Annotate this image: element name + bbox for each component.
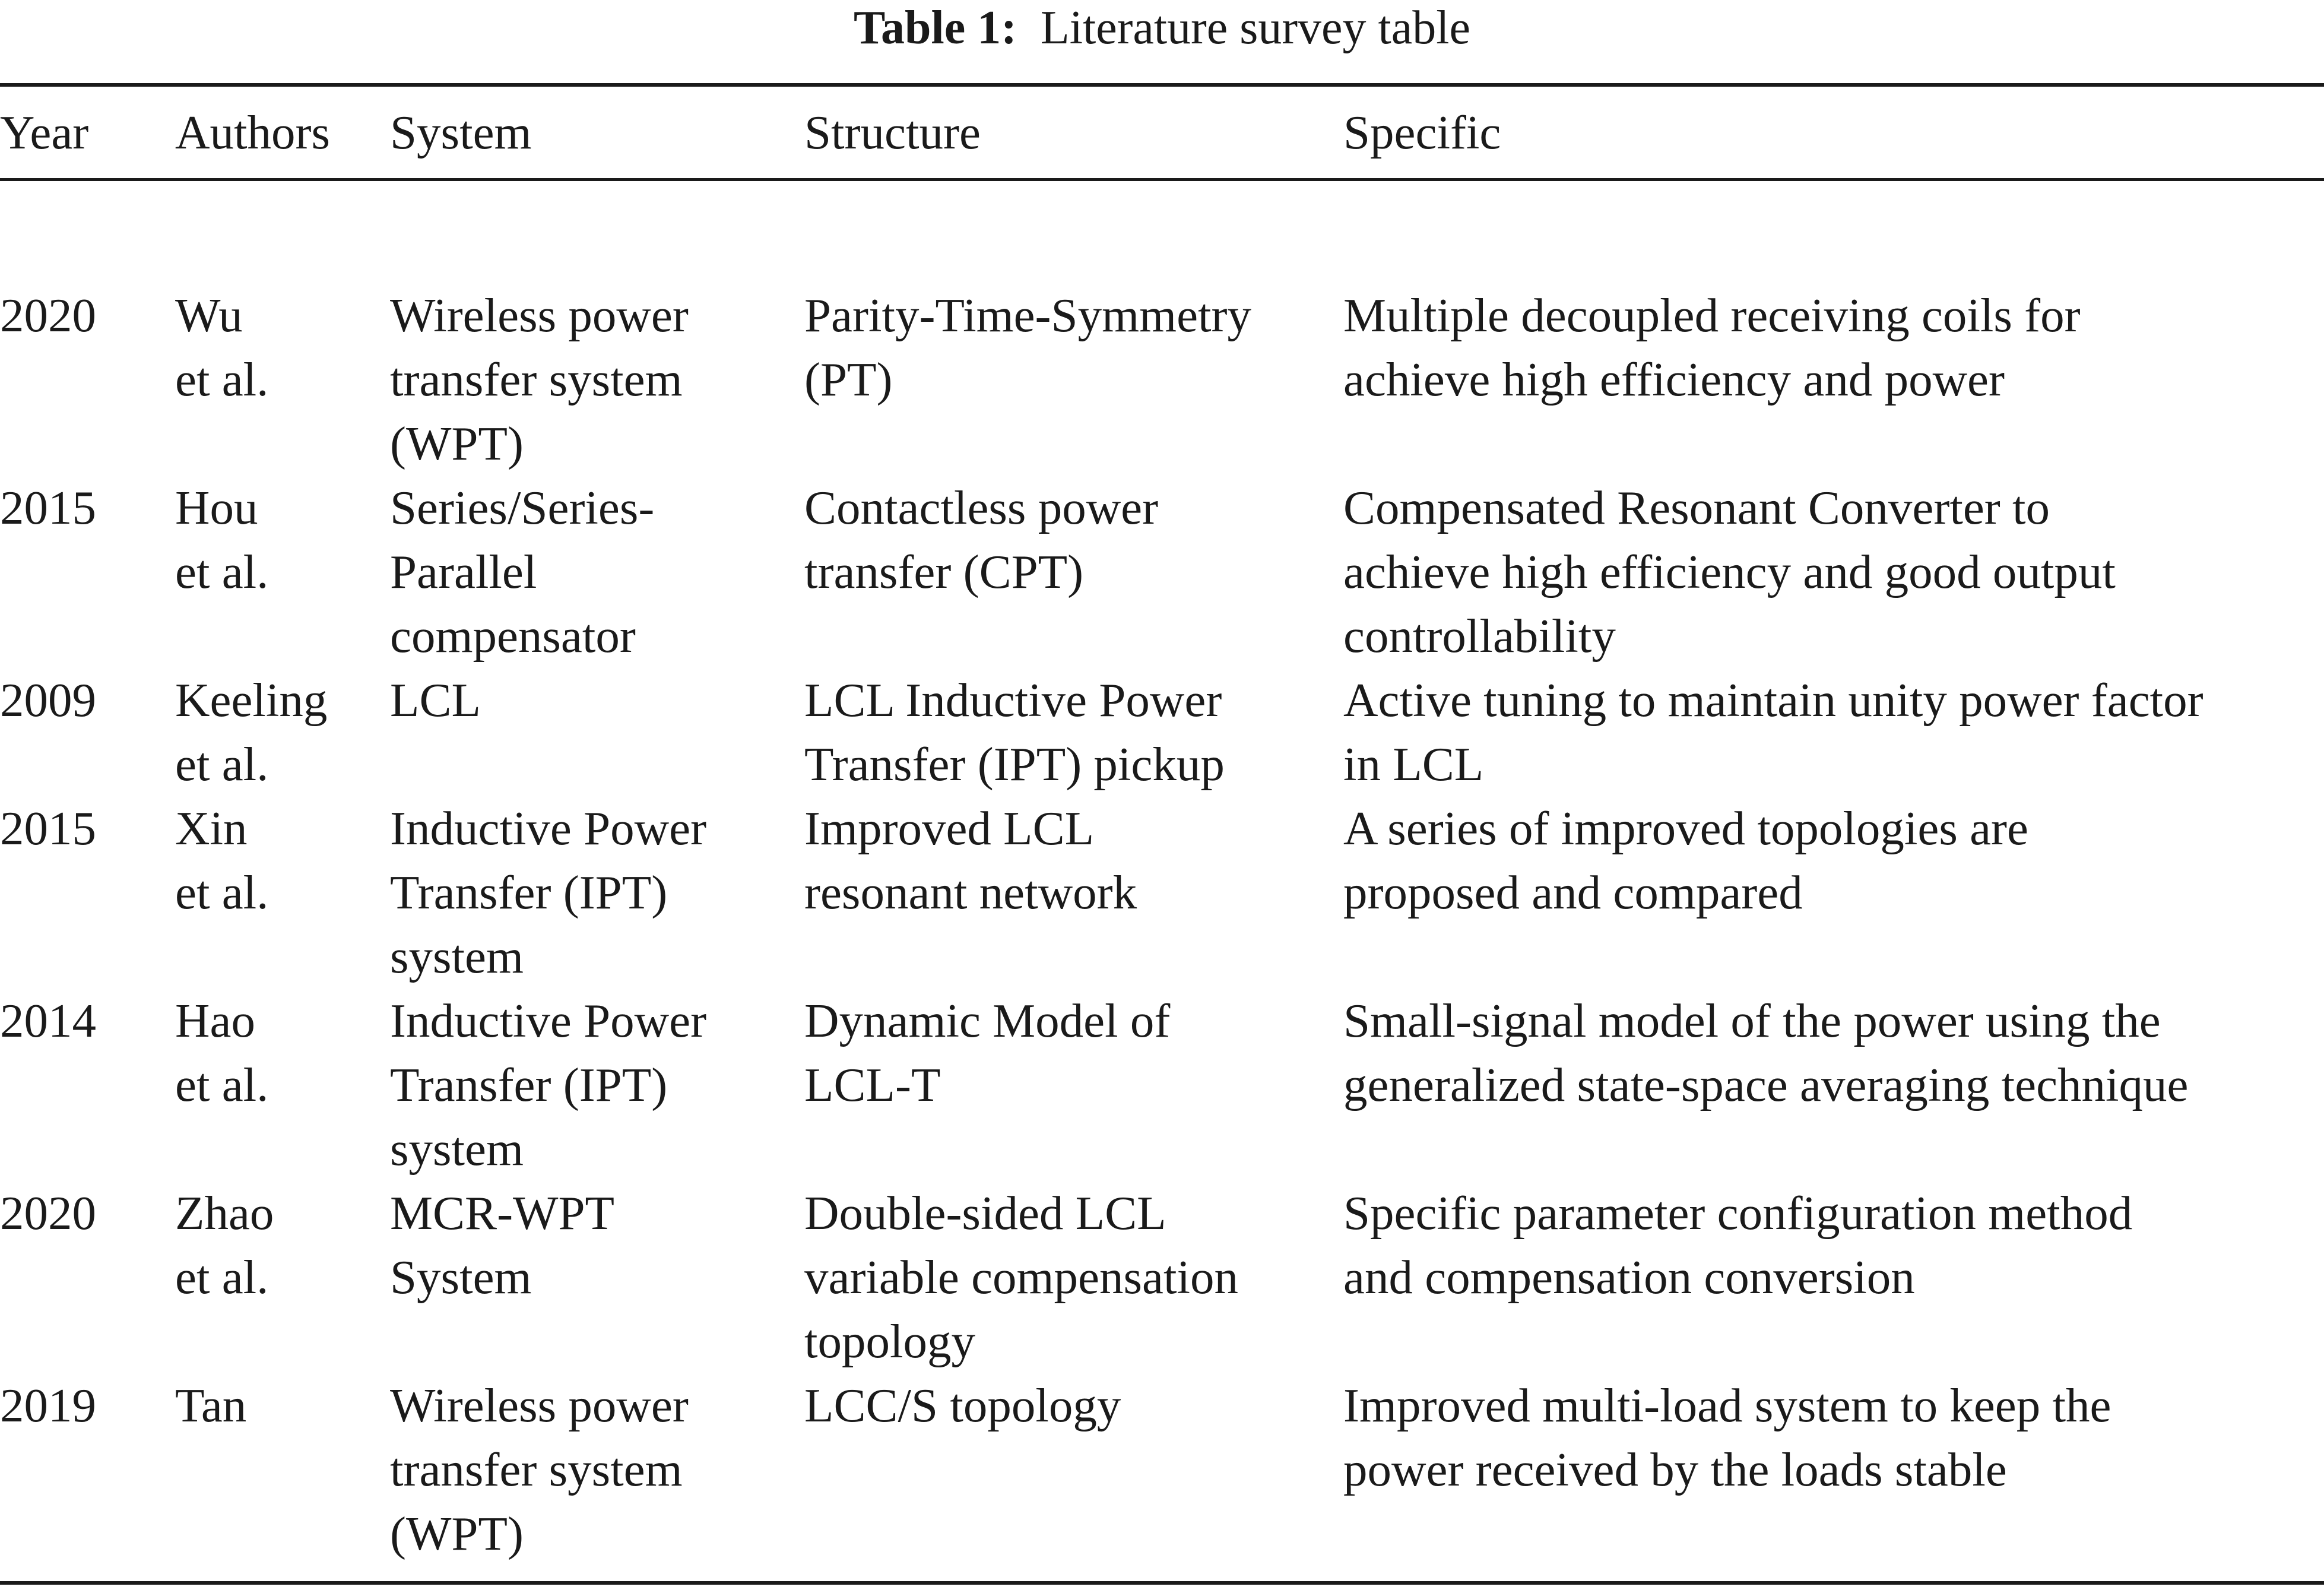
cell-line: MCR-WPT — [390, 1186, 615, 1240]
cell-line: power received by the loads stable — [1343, 1443, 2007, 1496]
cell-line: LCL Inductive Power — [804, 673, 1222, 727]
cell-line: Xin — [175, 802, 248, 855]
cell-line: Compensated Resonant Converter to — [1343, 481, 2050, 534]
cell-line: et al. — [175, 866, 269, 919]
cell-line: in LCL — [1343, 737, 1484, 791]
cell-specific — [1343, 476, 2324, 668]
cell-line: Keeling — [175, 673, 328, 727]
cell-structure — [804, 178, 1343, 476]
cell-line: controllability — [1343, 609, 1616, 663]
cell-line: A series of improved topologies are — [1343, 802, 2028, 855]
cell-line: transfer (CPT) — [804, 545, 1084, 598]
cell-line: Dynamic Model of — [804, 994, 1171, 1047]
cell-line: transfer system — [390, 1443, 683, 1496]
cell-line: Series/Series- — [390, 481, 655, 534]
cell-year: 2019 — [0, 1379, 96, 1432]
cell-structure — [804, 1373, 1343, 1566]
cell-line: Wu — [175, 289, 243, 342]
header-specific: Specific — [1343, 106, 1501, 159]
cell-line: resonant network — [804, 866, 1137, 919]
cell-specific — [1343, 989, 2324, 1181]
cell-line: System — [390, 1250, 532, 1304]
cell-authors — [175, 1373, 390, 1566]
header-authors: Authors — [175, 106, 330, 159]
cell-line: proposed and compared — [1343, 866, 1803, 919]
cell-line: Small-signal model of the power using the — [1343, 994, 2161, 1047]
cell-structure — [804, 989, 1343, 1181]
cell-line: achieve high efficiency and power — [1343, 353, 2005, 406]
caption-text: Literature survey table — [1040, 2, 1470, 54]
cell-year: 2014 — [0, 994, 96, 1047]
cell-specific — [1343, 1373, 2324, 1566]
cell-line: LCL-T — [804, 1058, 941, 1111]
cell-year: 2015 — [0, 481, 96, 534]
cell-specific — [1343, 668, 2324, 796]
cell-line: LCL — [390, 673, 481, 727]
cell-line: compensator — [390, 609, 636, 663]
header-system: System — [390, 106, 532, 159]
cell-system — [390, 178, 804, 476]
cell-line: Transfer (IPT) pickup — [804, 737, 1225, 791]
cell-specific — [1343, 796, 2324, 989]
cell-structure — [804, 1181, 1343, 1373]
cell-line: et al. — [175, 353, 269, 406]
cell-line: Hao — [175, 994, 255, 1047]
cell-line: Wireless power — [390, 289, 689, 342]
cell-system — [390, 989, 804, 1181]
cell-year: 2020 — [0, 289, 96, 342]
cell-year: 2020 — [0, 1186, 96, 1240]
cell-line: Tan — [175, 1379, 247, 1432]
table-row — [0, 1181, 2324, 1373]
cell-line: et al. — [175, 1250, 269, 1304]
bottom-rule — [0, 1581, 2324, 1585]
literature-survey-table — [0, 87, 2324, 1566]
cell-line: generalized state-space averaging technique — [1343, 1058, 2189, 1111]
cell-line: Inductive Power — [390, 802, 707, 855]
cell-line: Zhao — [175, 1186, 274, 1240]
cell-line: (WPT) — [390, 417, 524, 470]
cell-authors — [175, 989, 390, 1181]
cell-line: Transfer (IPT) — [390, 1058, 668, 1111]
table-row — [0, 796, 2324, 989]
cell-line: Improved LCL — [804, 802, 1095, 855]
cell-line: et al. — [175, 545, 269, 598]
cell-line: Double-sided LCL — [804, 1186, 1166, 1240]
cell-line: Hou — [175, 481, 258, 534]
cell-line: Multiple decoupled receiving coils for — [1343, 289, 2081, 342]
header-row — [0, 87, 2324, 178]
cell-line: et al. — [175, 1058, 269, 1111]
cell-line: system — [390, 930, 524, 983]
cell-authors — [175, 476, 390, 668]
cell-line: achieve high efficiency and good output — [1343, 545, 2116, 598]
cell-line: Contactless power — [804, 481, 1159, 534]
cell-line: et al. — [175, 737, 269, 791]
cell-structure — [804, 668, 1343, 796]
cell-line: LCC/S topology — [804, 1379, 1121, 1432]
cell-system — [390, 1373, 804, 1566]
cell-authors — [175, 1181, 390, 1373]
table-row — [0, 476, 2324, 668]
cell-structure — [804, 796, 1343, 989]
cell-year: 2015 — [0, 802, 96, 855]
cell-line: Inductive Power — [390, 994, 707, 1047]
cell-authors — [175, 178, 390, 476]
header-year: Year — [0, 106, 89, 159]
cell-line: Parity-Time-Symmetry — [804, 289, 1252, 342]
cell-system — [390, 1181, 804, 1373]
cell-system — [390, 668, 804, 796]
cell-system — [390, 796, 804, 989]
cell-line: variable compensation — [804, 1250, 1238, 1304]
cell-year: 2009 — [0, 673, 96, 727]
table-body — [0, 178, 2324, 1566]
table-row — [0, 989, 2324, 1181]
caption-label: Table 1: — [854, 2, 1017, 54]
table-row — [0, 1373, 2324, 1566]
table-caption — [0, 0, 2324, 59]
cell-line: (WPT) — [390, 1507, 524, 1560]
cell-line: Wireless power — [390, 1379, 689, 1432]
cell-line: topology — [804, 1315, 976, 1368]
cell-line: transfer system — [390, 353, 683, 406]
cell-line: Specific parameter configuration method — [1343, 1186, 2133, 1240]
cell-line: Improved multi-load system to keep the — [1343, 1379, 2111, 1432]
cell-line: Transfer (IPT) — [390, 866, 668, 919]
cell-authors — [175, 796, 390, 989]
table-row — [0, 668, 2324, 796]
cell-authors — [175, 668, 390, 796]
cell-system — [390, 476, 804, 668]
cell-line: and compensation conversion — [1343, 1250, 1915, 1304]
header-structure: Structure — [804, 106, 981, 159]
cell-line: Active tuning to maintain unity power factor — [1343, 673, 2203, 727]
cell-structure — [804, 476, 1343, 668]
cell-specific — [1343, 1181, 2324, 1373]
cell-line: (PT) — [804, 353, 893, 406]
table-row — [0, 178, 2324, 476]
cell-line: system — [390, 1122, 524, 1176]
cell-specific — [1343, 178, 2324, 476]
cell-line: Parallel — [390, 545, 537, 598]
